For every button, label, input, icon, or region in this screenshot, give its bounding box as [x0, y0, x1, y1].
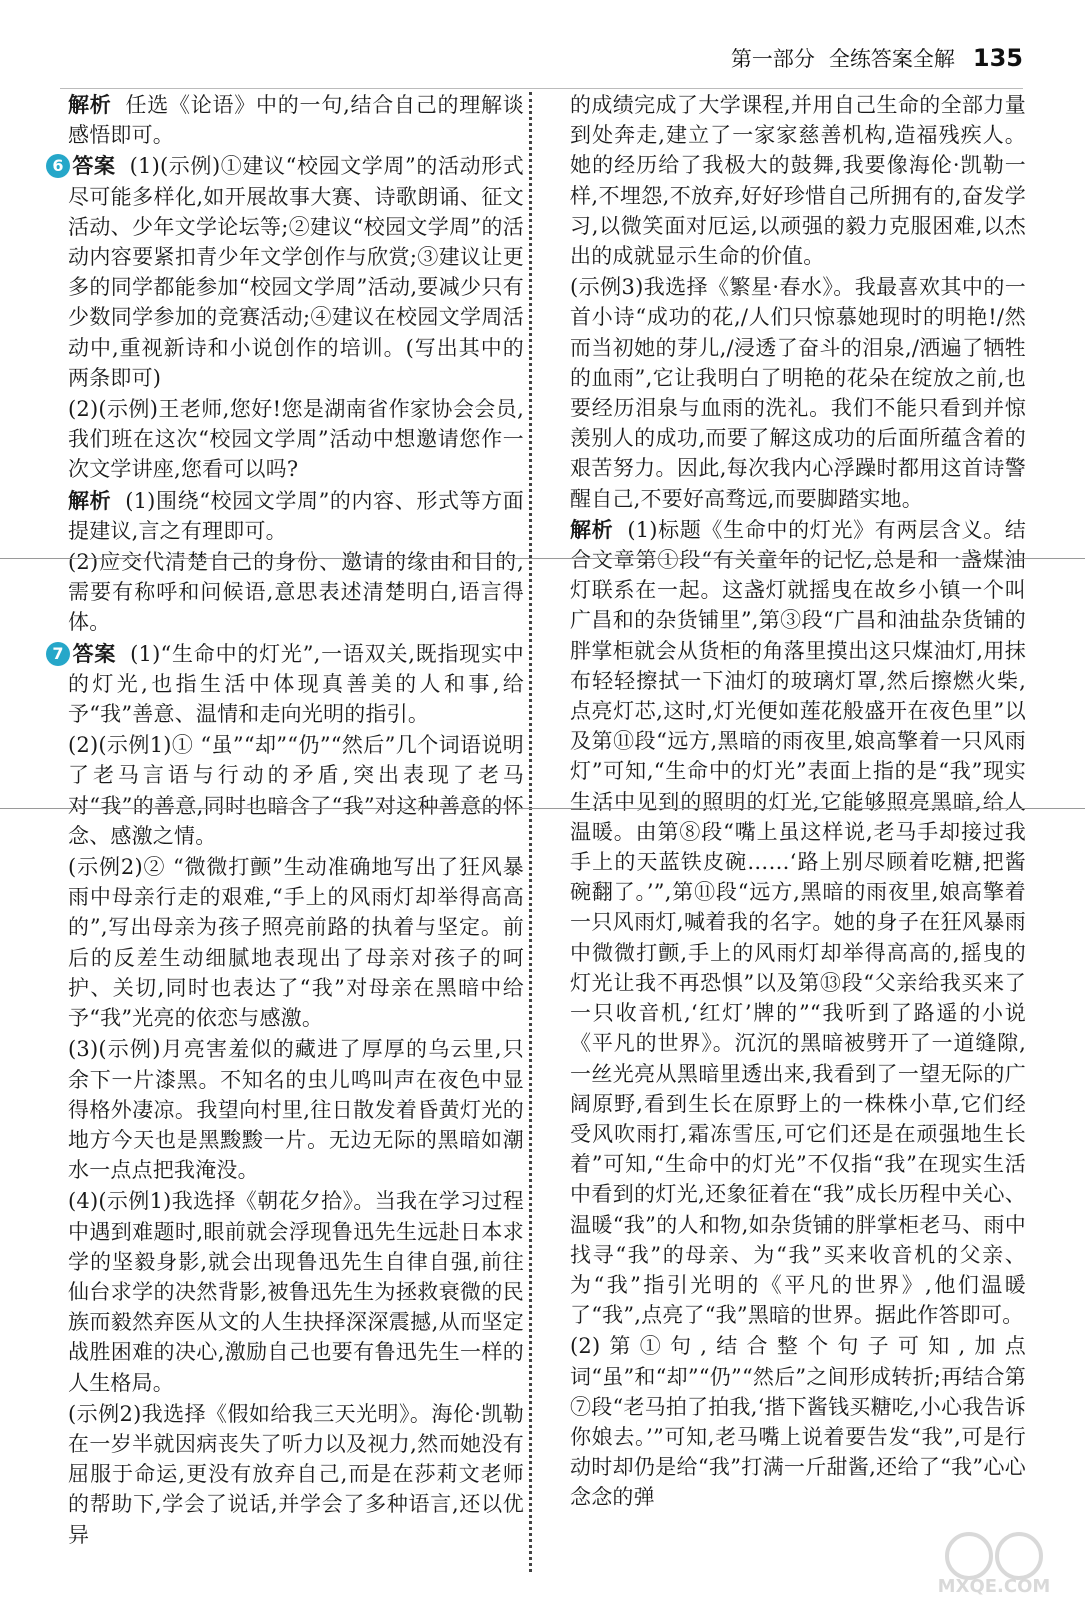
- right-column: [570, 90, 1026, 1514]
- page-fold-line: [0, 558, 1085, 559]
- paragraph: (示例2)② “微微打颤”生动准确地写出了狂风暴雨中母亲行走的艰难,“手上的风雨灯却举得高高的”,写出母亲为孩子照亮前路的执着与坚定。前后的反差生动细腻地表现出了母亲对孩子的呵护、关切,同时也表达了“我”对母亲在黑暗中给予“我”光亮的依恋与感激。: [68, 855, 524, 1031]
- paragraph-text: (1)标题《生命中的灯光》有两层含义。结合文章第①段“有关童年的记忆,总是和一盏煤油灯联系在一起。这盏灯就摇曳在故乡小镇一个叫广昌和的杂货铺里”,第③段“广昌和油盐杂货铺的胖掌柜就会从货柜的角落里摸出这只煤油灯,用抹布轻轻擦拭一下油灯的玻璃灯罩,然后擦燃火柴,点亮灯芯,这时,灯光便如莲花般盛开在夜色里”以及第⑪段“远方,黑暗的雨夜里,娘高擎着一只风雨灯”可知,“生命中的灯光”表面上指的是“我”现实生活中见到的照明的灯光,它能够照亮黑暗,给人温暖。由第⑧段“嘴上虽这样说,老马手却接过我手上的天蓝铁皮碗……‘路上别尽顾着吃糖,把酱碗翻了。’”,第⑪段“远方,黑暗的雨夜里,娘高擎着一只风雨灯,喊着我的名字。她的身子在狂风暴雨中微微打颤,手上的风雨灯却举得高高的,摇曳的灯光让我不再恐惧”以及第⑬段“父亲给我买来了一只收音机,‘红灯’牌的”“我听到了路遥的小说《平凡的世界》。沉沉的黑暗被劈开了一道缝隙,一丝光亮从黑暗里透出来,我看到了一望无际的广阔原野,看到生长在原野上的一株株小草,它们经受风吹雨打,霜冻雪压,可它们还是在顽强地生长着”可知,“生命中的灯光”不仅指“我”在现实生活中看到的灯光,还象征着在“我”成长历程中关心、温暖“我”的人和物,如杂货铺的胖掌柜老马、雨中找寻“我”的母亲、为“我”买来收音机的父亲、为“我”指引光明的《平凡的世界》,他们温暖了“我”,点亮了“我”黑暗的世界。据此作答即可。: [570, 517, 1027, 1328]
- analysis-paragraph: [570, 515, 1026, 1330]
- question-number-badge: 7: [46, 642, 70, 666]
- paragraph: (3)(示例)月亮害羞似的藏进了厚厚的乌云里,只余下一片漆黑。不知名的虫儿鸣叫声在夜色中显得格外凄凉。我望向村里,往日散发着昏黄灯光的地方今天也是黑黢黢一片。无边无际的黑暗如潮水一点点把我淹没。: [68, 1037, 524, 1183]
- page-number: 135: [972, 44, 1023, 72]
- paragraph: (2)第①句,结合整个句子可知,加点词“虽”和“却”“仍”“然后”之间形成转折;再结合第⑦段“老马拍了拍我,‘揩下酱钱买糖吃,小心我告诉你娘去。’”可知,老马嘴上说着要告发“我”,可是行动时却仍是给“我”打满一斤甜酱,还给了“我”心心念念的弹: [570, 1334, 1026, 1510]
- paragraph: (4)(示例1)我选择《朝花夕拾》。当我在学习过程中遇到难题时,眼前就会浮现鲁迅先生远赴日本求学的坚毅身影,就会出现鲁迅先生自律自强,前往仙台求学的决然背影,被鲁迅先生为拯救衰微的民族而毅然弃医从文的人生抉择深深震撼,从而坚定战胜困难的决心,激励自己也要有鲁迅先生一样的人生格局。: [68, 1189, 524, 1395]
- page-fold-line: [0, 808, 1085, 809]
- paragraph-text: 任选《论语》中的一句,结合自己的理解谈感悟即可。: [68, 93, 524, 148]
- paragraph: 的成绩完成了大学课程,并用自己生命的全部力量到处奔走,建立了一家家慈善机构,造福残疾人。她的经历给了我极大的鼓舞,我要像海伦·凯勒一样,不埋怨,不放弃,好好珍惜自己所拥有的,奋发学习,以微笑面对厄运,以顽强的毅力克服困难,以杰出的成就显示生命的价值。: [570, 93, 1026, 269]
- answer-label: 答案: [72, 154, 116, 179]
- analysis-paragraph: [68, 486, 524, 546]
- header-section: 全练答案全解: [828, 47, 955, 71]
- header-part: 第一部分: [730, 47, 815, 71]
- answer-label: 答案: [72, 641, 117, 666]
- paragraph-text: (1)(示例)①建议“校园文学周”的活动形式尽可能多样化,如开展故事大赛、诗歌朗诵、征文活动、少年文学论坛等;②建议“校园文学周”的活动内容要紧扣青少年文学创作与欣赏;③建议让更多的同学都能参加“校园文学周”活动,要减少只有少数同学参加的竞赛活动;④建议在校园文学周活动中,重视新诗和小说创作的培训。(写出其中的两条即可): [68, 154, 524, 390]
- watermark-logo: [909, 1528, 1079, 1598]
- analysis-label: 解析: [570, 517, 614, 542]
- header-rule: [60, 88, 1023, 89]
- column-divider: [529, 92, 532, 1572]
- paragraph: (2)(示例1)① “虽”“却”“仍”“然后”几个词语说明了老马言语与行动的矛盾,突出表现了老马对“我”的善意,同时也暗含了“我”对这种善意的怀念、感激之情。: [68, 733, 524, 848]
- paragraph: (2)(示例)王老师,您好!您是湖南省作家协会会员,我们班在这次“校园文学周”活动中想邀请您作一次文学讲座,您看可以吗?: [68, 397, 524, 482]
- paragraph: (示例3)我选择《繁星·春水》。我最喜欢其中的一首小诗“成功的花,/人们只惊慕她现时的明艳!/然而当初她的芽儿,/浸透了奋斗的泪泉,/洒遍了牺牲的血雨”,它让我明白了明艳的花朵在绽放之前,也要经历泪泉与血雨的洗礼。我们不能只看到并惊羡别人的成功,而要了解这成功的后面所蕴含着的艰苦努力。因此,每次我内心浮躁时都用这首诗警醒自己,不要好高骛远,而要脚踏实地。: [570, 275, 1026, 511]
- question-number-badge: 6: [46, 154, 70, 178]
- paragraph: (2)应交代清楚自己的身份、邀请的缘由和目的,需要有称呼和问候语,意思表述清楚明白,语言得体。: [68, 550, 524, 635]
- left-column: [52, 90, 525, 1551]
- page-header: [731, 38, 1023, 78]
- paragraph-text: (1)围绕“校园文学周”的内容、形式等方面提建议,言之有理即可。: [68, 488, 524, 543]
- watermark-text: MXQE.COM: [937, 1576, 1051, 1597]
- answer-paragraph: [52, 151, 524, 393]
- paragraph-text: (1)“生命中的灯光”,一语双关,既指现实中的灯光,也指生活中体现真善美的人和事,给予“我”善意、温情和走向光明的指引。: [68, 641, 525, 727]
- analysis-label: 解析: [68, 93, 112, 117]
- paragraph: (示例2)我选择《假如给我三天光明》。海伦·凯勒在一岁半就因病丧失了听力以及视力,然而她没有屈服于命运,更没有放弃自己,而是在莎莉文老师的帮助下,学会了说话,并学会了多种语言,还以优异: [68, 1401, 524, 1547]
- analysis-paragraph: [68, 90, 524, 150]
- answer-paragraph: [52, 639, 525, 730]
- analysis-label: 解析: [68, 488, 112, 513]
